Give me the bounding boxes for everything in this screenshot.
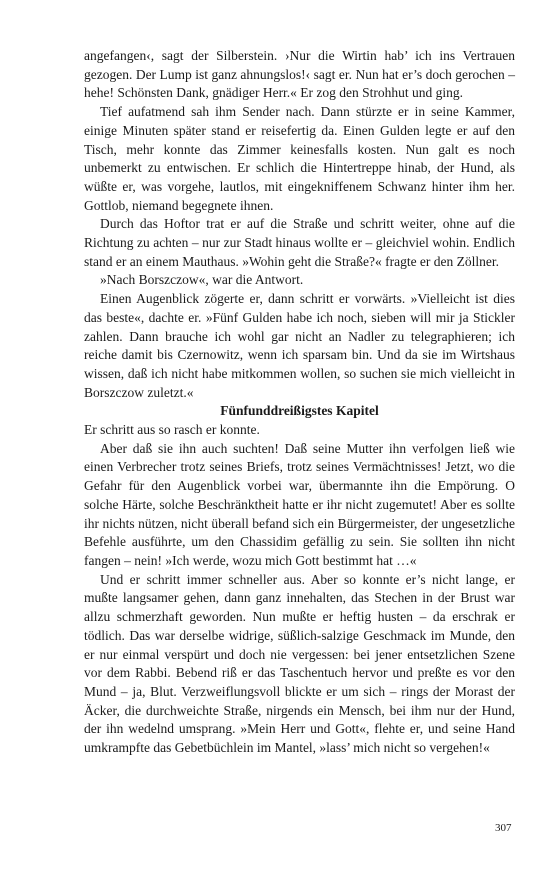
book-page [84,47,515,758]
page-number: 307 [495,822,512,834]
paragraph-3: Durch das Hoftor trat er auf die Straße und schritt weiter, ohne auf die Richtung zu achten – nur zur Stadt hinaus wollte er – gleichviel wohin. Endlich stand er an einem Mauthaus. »Wohin geht die Straße?« fragte er den Zöllner. [84,216,515,269]
paragraph-4: »Nach Borszczow«, war die Antwort. [100,272,304,288]
paragraph-7: Und er schritt immer schneller aus. Aber so konnte er’s nicht lange, er mußte langsamer gehen, dann ganz innehalten, das Stechen in der Brust war allzu schmerzhaft geworden. Nun mußte er heftig husten – da erschrak er tödlich. Das war derselbe widrige, süßlich-salzige Geschmack im Munde, den er nur einmal verspürt und doch nie vergessen: bei jener entsetzlichen Szene vor dem Rabbi. Bebend riß er das Taschentuch hervor und preßte es vor den Mund – ja, Blut. Verzweiflungsvoll blickte er um sich – rings der Morast der Äcker, die durchweichte Straße, nirgends ein Mensch, bei ihm nur der Hund, der ihn wedelnd umsprang. »Mein Herr und Gott«, flehte er, und seine Hand umkrampfte das Gebetbüchlein im Mantel, »lass’ mich nicht so vergehen!« [84,571,515,756]
chapter-title: Fünfunddreißigstes Kapitel [220,403,379,419]
chapter-opening-paragraph: Er schritt aus so rasch er konnte. [84,422,260,438]
paragraph-5: Einen Augenblick zögerte er, dann schritt er vorwärts. »Vielleicht ist dies das beste«, dachte er. »Fünf Gulden habe ich noch, sieben will mir ja Stickler zahlen. Dann brauche ich wohl gar nicht an Nadler zu telegraphieren; ich reiche damit bis Czernowitz, wenn ich sparsam bin. Und da sie im Wirtshaus wissen, daß ich nicht habe mitkommen wollen, so suchen sie mich vielleicht in Borszczow zuletzt.« [84,291,515,400]
paragraph-2: Tief aufatmend sah ihm Sender nach. Dann stürzte er in seine Kammer, einige Minuten später stand er reisefertig da. Einen Gulden legte er auf den Tisch, mehr konnte das Zimmer keinesfalls kosten. Nun galt es noch unbemerkt zu entwischen. Er schlich die Hintertreppe hinab, der Hund, als wüßte er, was vorgehe, lautlos, mit eingekniffenem Schwanz hinter ihm her. Gottlob, niemand begegnete ihnen. [84,104,515,213]
paragraph-1: angefangen‹, sagt der Silberstein. ›Nur die Wirtin hab’ ich ins Vertrauen gezogen. Der Lump ist ganz ahnungslos!‹ sagt er. Nun hat er’s doch gerochen – hehe! Schönsten Dank, gnädiger Herr.« Er zog den Strohhut und ging. [84,48,515,101]
paragraph-6: Aber daß sie ihn auch suchten! Daß seine Mutter ihn verfolgen ließ wie einen Verbrecher trotz seines Briefs, trotz seines Vermächtnisses! Jetzt, wo die Gefahr für den Augenblick vorbei war, übermannte ihn die Empörung. O solche Härte, solche Beschränktheit hatte er ihr nicht zugemutet! Aber es sollte ihr nichts nützen, nicht überall befand sich ein Bürgermeister, der ungesetzliche Befehle ausführte, um den Chassidim gefällig zu sein. Sie sollten ihn nicht fangen – nein! »Ich werde, wozu mich Gott bestimmt hat …« [84,440,515,568]
